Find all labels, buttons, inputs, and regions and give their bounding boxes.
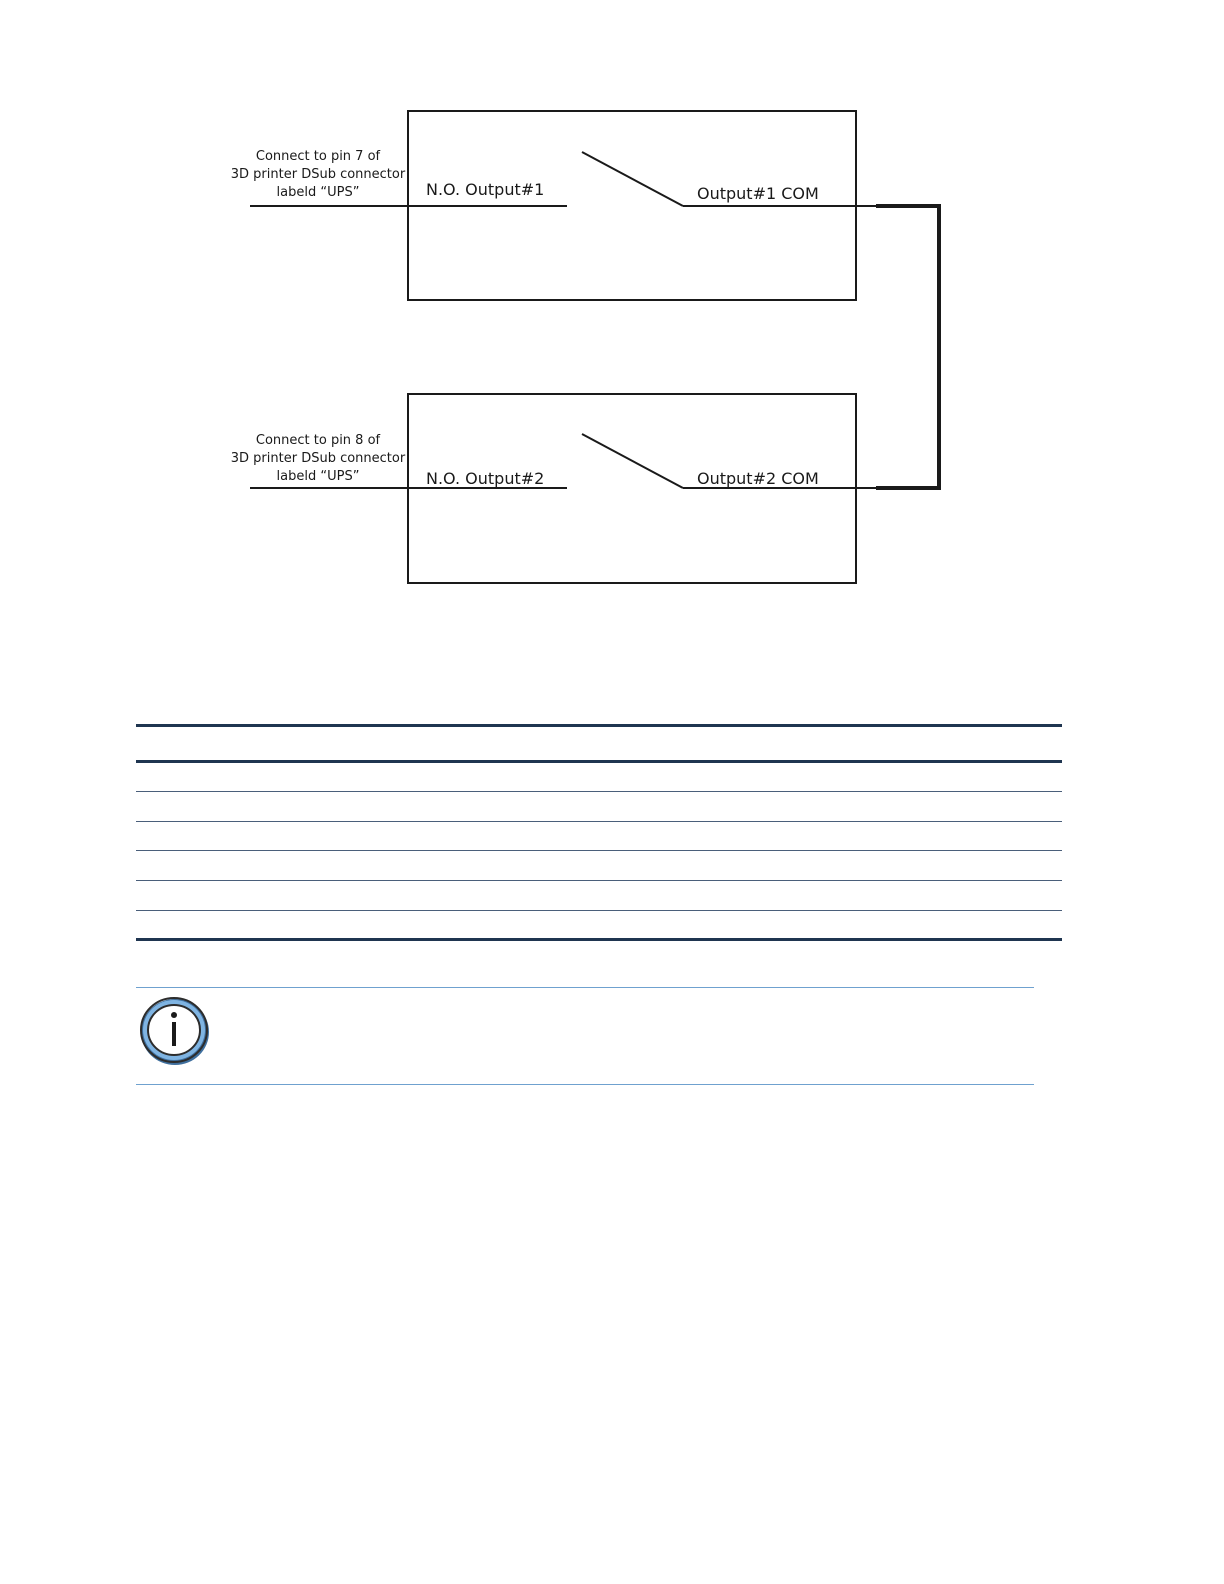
connect-label-2-line3: labeld “UPS” (276, 469, 360, 484)
connect-label-1-line3: labeld “UPS” (276, 185, 360, 200)
connect-label-1-line2: 3D printer DSub connector (230, 167, 406, 182)
table-row-rule (136, 791, 1062, 792)
table-top-rule (136, 724, 1062, 727)
no-output-label-1: N.O. Output#1 (426, 180, 545, 199)
switch-arm-2 (582, 434, 683, 488)
connect-label-2-line2: 3D printer DSub connector (230, 451, 406, 466)
switch-arm-1 (582, 152, 683, 206)
connect-label-2-line1: Connect to pin 8 of (255, 433, 381, 448)
table-row-rule (136, 880, 1062, 881)
relay-wiring-diagram (0, 0, 1224, 620)
no-output-label-2: N.O. Output#2 (426, 469, 545, 488)
table-header-rule (136, 760, 1062, 763)
table-row-rule (136, 821, 1062, 822)
com-label-1: Output#1 COM (697, 184, 819, 203)
connect-label-1-line1: Connect to pin 7 of (255, 149, 381, 164)
table-row-rule (136, 910, 1062, 911)
com-jumper (876, 206, 939, 488)
info-icon (136, 992, 214, 1070)
com-label-2: Output#2 COM (697, 469, 819, 488)
table-bottom-rule (136, 938, 1062, 941)
info-note (136, 987, 1034, 1085)
table-row-rule (136, 850, 1062, 851)
